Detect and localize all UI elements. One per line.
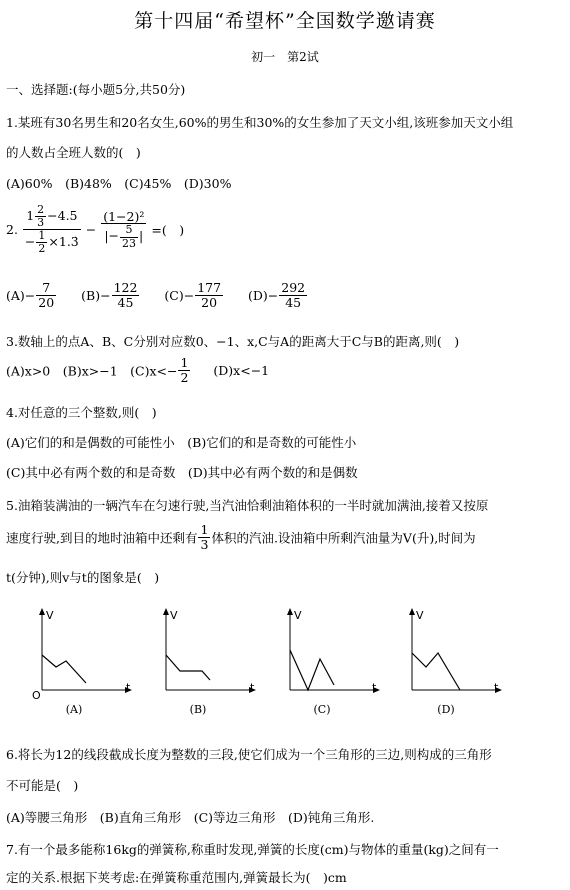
q5-fraction [198,523,210,552]
q2-opt-a-frac [36,281,56,310]
graph-d-v-label: V [416,609,424,622]
graph-d [398,605,508,700]
q2-opt-b-num: 122 [113,280,138,295]
q2-frac1-den-frac-num: 1 [38,229,46,243]
q2-expression [6,204,184,255]
q5-frac-num: 1 [200,522,209,537]
page-subtitle: 初一 第2试 [251,50,319,64]
graph-d-label: (D) [437,703,455,716]
q2-tail: =( ) [151,222,185,238]
graph-c-t-label: t [372,681,377,694]
q2-frac1-den-frac [36,230,47,255]
q4-line-1: 4.对任意的三个整数,则( ) [6,405,157,420]
q2-opt-b: (B)− [81,287,111,303]
graph-c-v-label: V [294,609,302,622]
q2-opt-d-num: 292 [281,280,306,295]
q6-line-2: 不可能是( ) [6,778,79,793]
q5-line-2 [6,523,476,552]
graph-b [152,605,262,700]
q3-opt-d: (D)x<−1 [213,362,270,378]
q2-frac1-mixed [35,204,46,229]
q2-opt-a-den: 20 [38,294,55,310]
graph-d-t-label: t [494,681,499,694]
q2-frac1-denominator [23,230,81,255]
q2-frac1-int: 1 [26,208,35,224]
q3-opt-c-frac [178,356,190,385]
q2-opt-d-den: 45 [285,294,302,310]
q4-line-3: (C)其中必有两个数的和是奇数 (D)其中必有两个数的和是偶数 [6,465,358,480]
q2-opt-d: (D)− [248,287,279,303]
q2-frac2-den-frac-num: 5 [120,224,138,237]
q2-frac1-numerator [23,204,81,230]
q7-line-2: 定的关系.根据下荚考虑:在弹簧称重范围内,弹簧最长为( )cm [6,870,347,885]
q2-frac1-den-rest: ×1.3̇ [48,234,79,250]
q1-line-1: 1.某班有30名男生和20名女生,60%的男生和30%的女生参加了天文小组,该班参加天文小组 [6,115,514,130]
q2-opt-c-frac [195,281,223,310]
q2-opt-c-num: 177 [197,280,222,295]
q2-opt-b-frac [112,281,140,310]
q5-line-2-post: 体积的汽油.设油箱中所剩汽油量为V(升),时间为 [211,530,476,546]
q3-options [6,356,269,385]
q2-frac1-rest: −4.5 [47,208,78,224]
q2-frac1-mixed-num: 2 [37,203,45,216]
q6-line-1: 6.将长为12的线段截成长度为整数的三段,使它们成为一个三角形的三边,则构成的三角形 [6,747,492,762]
q5-frac-den: 3 [200,536,209,552]
graph-c-label: (C) [313,703,331,716]
q5-line-3: t(分钟),则v与t的图象是( ) [6,570,160,585]
graph-b-label: (B) [189,703,207,716]
section-heading: 一、选择题:(每小题5分,共50分) [6,82,186,97]
q2-fraction-1 [23,204,81,255]
q3-opt-c-den: 2 [180,369,189,385]
graph-c [276,605,386,700]
q2-frac2-den-pre: |− [104,228,120,244]
page-title: 第十四届“希望杯”全国数学邀请赛 [134,10,436,32]
q3-opt-abc: (A)x>0 (B)x>−1 (C)x<− [6,363,178,379]
q2-fraction-2 [101,210,146,250]
q3-line-1: 3.数轴上的点A、B、C分别对应数0、−1、x,C与A的距离大于C与B的距离,则( ) [6,334,460,349]
q3-opt-c-num: 1 [180,355,189,370]
q2-frac2-den-frac-den: 23 [122,236,137,250]
q2-opt-d-frac [279,281,307,310]
graph-a-origin: O [32,689,41,700]
q2-frac1-den-pre: − [24,234,36,250]
graph-b-t-label: t [250,681,255,694]
q4-line-2: (A)它们的和是偶数的可能性小 (B)它们的和是奇数的可能性小 [6,435,357,450]
graph-a-label: (A) [65,703,83,716]
q2-frac1-den-frac-den: 2 [38,242,46,256]
q2-minus: − [85,222,97,238]
q2-frac2-denominator [101,224,146,249]
q1-line-2: 的人数占全班人数的( ) [6,145,141,160]
graph-b-v-label: V [170,609,178,622]
q2-frac1-mixed-den: 3 [37,216,45,230]
q2-options [6,281,308,310]
graph-a-t-label: t [126,681,131,694]
q1-options: (A)60% (B)48% (C)45% (D)30% [6,176,232,191]
q2-opt-b-den: 45 [117,294,134,310]
q2-frac2-den-frac [120,224,138,249]
q2-frac2-numerator: (1−2)² [103,208,145,224]
q2-opt-a: (A)− [6,287,36,303]
graph-a [28,605,138,700]
q6-options: (A)等腰三角形 (B)直角三角形 (C)等边三角形 (D)钝角三角形. [6,810,375,825]
q2-opt-c: (C)− [164,287,195,303]
q5-line-1: 5.油箱装满油的一辆汽车在匀速行驶,当汽油恰剩油箱体积的一半时就加满油,接着又按原 [6,498,489,513]
q2-opt-c-den: 20 [201,294,218,310]
q7-line-1: 7.有一个最多能称16kg的弹簧称,称重时发现,弹簧的长度(cm)与物体的重量(kg)之间有一 [6,842,499,857]
q5-line-2-pre: 速度行驶,到目的地时油箱中还剩有 [6,530,198,546]
graph-a-v-label: V [46,609,54,622]
q2-number: 2. [6,222,18,238]
q2-opt-a-num: 7 [36,281,56,296]
q2-frac2-den-post: | [139,228,144,244]
